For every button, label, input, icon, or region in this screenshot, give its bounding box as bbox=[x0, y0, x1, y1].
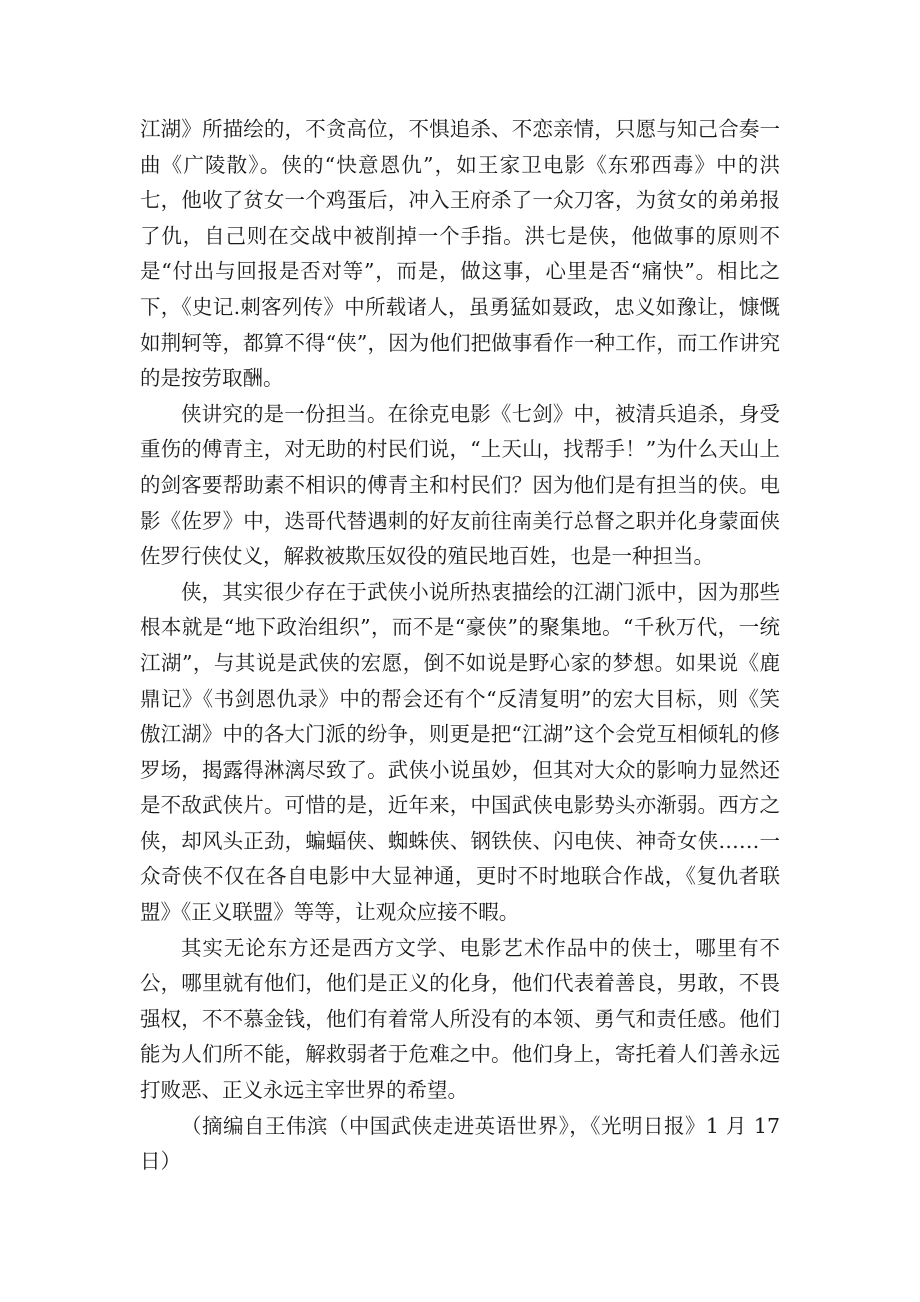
paragraph-1: 江湖》所描绘的，不贪高位，不惧追杀、不恋亲情，只愿与知己合奏一曲《广陵散》。侠的“快意恩仇”，如王家卫电影《东邪西毒》中的洪七，他收了贫女一个鸡蛋后，冲入王府杀了一众刀客，为贫女的弟弟报了仇，自己则在交战中被削掉一个手指。洪七是侠，他做事的原则不是“付出与回报是否对等”，而是，做这事，心里是否“痛快”。相比之下，《史记.刺客列传》中所载诸人，虽勇猛如聂政，忠义如豫让，慷慨如荆轲等，都算不得“侠”，因为他们把做事看作一种工作，而工作讲究的是按劳取酬。 bbox=[140, 117, 780, 391]
source-citation: （摘编自王伟滨（中国武侠走进英语世界》，《光明日报》1 月 17 日） bbox=[140, 1113, 780, 1174]
paragraph-4: 其实无论东方还是西方文学、电影艺术作品中的侠士，哪里有不公，哪里就有他们，他们是正义的化身，他们代表着善良，男敢，不畏强权，不不慕金钱，他们有着常人所没有的本领、勇气和责任感。他们能为人们所不能，解救弱者于危难之中。他们身上，寄托着人们善永远打败恶、正义永远主宰世界的希望。 bbox=[140, 935, 780, 1103]
paragraph-3: 侠，其实很少存在于武侠小说所热衷描绘的江湖门派中，因为那些根本就是“地下政治组织”，而不是“豪侠”的聚集地。“千秋万代，一统江湖”，与其说是武侠的宏愿，倒不如说是野心家的梦想。如果说《鹿鼎记》《书剑恩仇录》中的帮会还有个“反清复明”的宏大目标，则《笑傲江湖》中的各大门派的纷争，则更是把“江湖”这个会党互相倾轧的修罗场，揭露得淋漓尽致了。武侠小说虽妙，但其对大众的影响力显然还是不敌武侠片。可惜的是，近年来，中国武侠电影势头亦渐弱。西方之侠，却风头正劲，蝙蝠侠、蜘蛛侠、钢铁侠、闪电侠、神奇女侠……一众奇侠不仅在各自电影中大显神通，更时不时地联合作战，《复仇者联盟》《正义联盟》等等，让观众应接不暇。 bbox=[140, 579, 780, 925]
paragraph-2: 侠讲究的是一份担当。在徐克电影《七剑》中，被清兵追杀，身受重伤的傅青主，对无助的村民们说，“上天山，找帮手！”为什么天山上的剑客要帮助素不相识的傅青主和村民们？因为他们是有担当的侠。电影《佐罗》中，迭哥代替遇刺的好友前往南美行总督之职并化身蒙面侠佐罗行侠仗义，解救被欺压奴役的殖民地百姓，也是一种担当。 bbox=[140, 401, 780, 569]
document-page bbox=[140, 112, 780, 1180]
